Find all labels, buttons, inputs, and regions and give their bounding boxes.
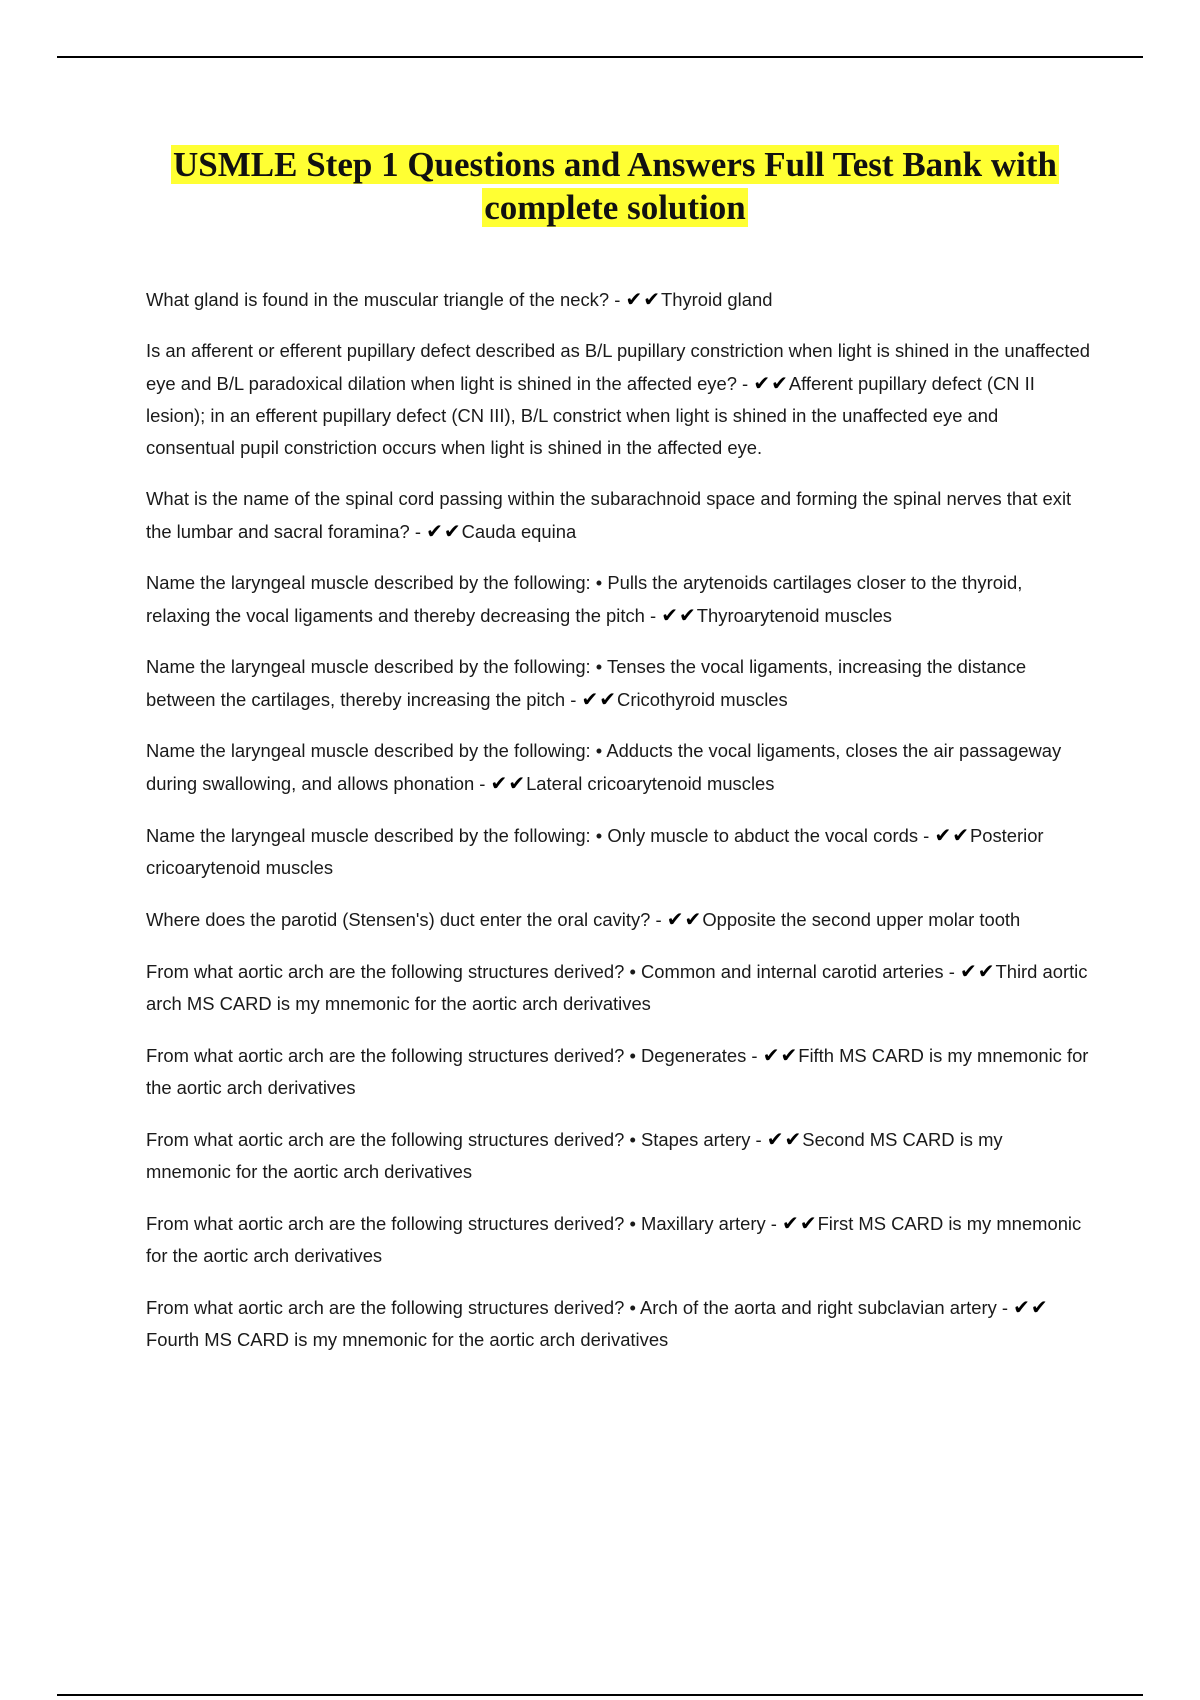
qa-answer: First MS CARD is my mnemonic for the aortic arch derivatives	[146, 1213, 1082, 1266]
check-icon: ✔	[508, 771, 526, 795]
page-title	[140, 143, 1090, 229]
check-marks	[491, 773, 527, 794]
page-title-highlight: USMLE Step 1 Questions and Answers Full Test Bank with complete solution	[173, 145, 1057, 227]
check-icon: ✔	[661, 603, 679, 627]
qa-question: From what aortic arch are the following structures derived? • Arch of the aorta and right subclavian artery -	[146, 1297, 1009, 1318]
check-marks	[582, 689, 618, 710]
qa-question: What gland is found in the muscular triangle of the neck? -	[146, 289, 621, 310]
check-icon: ✔	[643, 287, 660, 311]
qa-question: Is an afferent or efferent pupillary defect described as B/L pupillary constriction when light is shined in the unaffected eye and B/L paradoxical dilation when light is shined in the affected eye? -	[146, 340, 1090, 394]
check-icon: ✔	[599, 687, 617, 711]
check-icon: ✔	[784, 1127, 802, 1151]
qa-question: From what aortic arch are the following structures derived? • Maxillary artery -	[146, 1213, 777, 1234]
qa-item	[146, 1207, 1090, 1272]
check-icon: ✔	[762, 1043, 780, 1067]
qa-item	[146, 1039, 1090, 1104]
qa-answer: Opposite the second upper molar tooth	[702, 909, 1021, 930]
check-marks	[667, 909, 703, 930]
check-marks	[426, 521, 462, 542]
qa-question: Name the laryngeal muscle described by the following: • Tenses the vocal ligaments, increasing the distance between the cartilages, thereby increasing the pitch -	[146, 656, 1027, 710]
check-marks	[934, 825, 970, 846]
check-icon: ✔	[780, 1043, 798, 1067]
qa-question: Name the laryngeal muscle described by the following: • Pulls the arytenoids cartilages closer to the thyroid, relaxing the vocal ligaments and thereby decreasing the pitch -	[146, 572, 1023, 626]
qa-item	[146, 651, 1090, 716]
title-block	[140, 143, 1090, 229]
check-icon: ✔	[490, 771, 508, 795]
check-icon: ✔	[952, 823, 969, 847]
qa-answer: Fifth MS CARD is my mnemonic for the aortic arch derivatives	[146, 1045, 1089, 1098]
qa-answer: Third aortic arch MS CARD is my mnemonic for the aortic arch derivatives	[146, 961, 1088, 1014]
check-icon: ✔	[684, 907, 702, 931]
check-icon: ✔	[625, 287, 643, 311]
qa-answer: Fourth MS CARD is my mnemonic for the aortic arch derivatives	[146, 1329, 669, 1350]
qa-answer: Posterior cricoarytenoid muscles	[146, 825, 1044, 878]
check-icon: ✔	[581, 687, 599, 711]
qa-item	[146, 335, 1090, 464]
check-marks	[767, 1129, 803, 1150]
check-icon: ✔	[426, 519, 443, 543]
check-marks	[661, 605, 697, 626]
check-marks	[625, 289, 661, 310]
qa-question: Name the laryngeal muscle described by the following: • Only muscle to abduct the vocal cords -	[146, 825, 930, 846]
check-icon: ✔	[977, 959, 995, 983]
top-rule	[57, 56, 1143, 58]
check-icon: ✔	[1013, 1295, 1030, 1319]
check-icon: ✔	[766, 1127, 784, 1151]
check-marks	[763, 1045, 799, 1066]
qa-item	[146, 1291, 1090, 1356]
check-marks	[782, 1213, 818, 1234]
qa-answer: Thyroarytenoid muscles	[696, 605, 893, 626]
qa-question: What is the name of the spinal cord passing within the subarachnoid space and forming the spinal nerves that exit the lumbar and sacral foramina? -	[146, 488, 1072, 542]
check-marks	[753, 373, 789, 394]
check-icon: ✔	[959, 959, 977, 983]
check-marks	[960, 961, 996, 982]
check-icon: ✔	[666, 907, 684, 931]
qa-question: Where does the parotid (Stensen's) duct enter the oral cavity? -	[146, 909, 662, 930]
qa-item	[146, 955, 1090, 1020]
qa-question: Name the laryngeal muscle described by the following: • Adducts the vocal ligaments, closes the air passageway during swallowing, and allows phonation -	[146, 740, 1062, 794]
qa-item	[146, 903, 1090, 936]
qa-item	[146, 283, 1090, 316]
check-icon: ✔	[771, 371, 788, 395]
qa-answer: Second MS CARD is my mnemonic for the aortic arch derivatives	[146, 1129, 1003, 1182]
qa-answer: Afferent pupillary defect (CN II lesion); in an efferent pupillary defect (CN III), B/L constrict when light is shined in the unaffected eye and consentual pupil constriction occurs when light is shined in the affected eye.	[146, 373, 1035, 458]
check-icon: ✔	[753, 371, 771, 395]
qa-answer: Thyroid gland	[661, 289, 773, 310]
qa-question: From what aortic arch are the following structures derived? • Stapes artery -	[146, 1129, 762, 1150]
qa-question: From what aortic arch are the following structures derived? • Degenerates -	[146, 1045, 758, 1066]
qa-item	[146, 567, 1090, 632]
bottom-rule	[57, 1694, 1143, 1696]
qa-list	[146, 283, 1090, 1375]
check-icon: ✔	[782, 1211, 799, 1235]
qa-item	[146, 1123, 1090, 1188]
check-marks	[1013, 1297, 1049, 1318]
qa-question: From what aortic arch are the following structures derived? • Common and internal carotid arteries -	[146, 961, 955, 982]
check-icon: ✔	[1030, 1295, 1048, 1319]
qa-answer: Cauda equina	[461, 521, 577, 542]
qa-answer: Lateral cricoarytenoid muscles	[526, 773, 775, 794]
qa-item	[146, 819, 1090, 884]
qa-item	[146, 735, 1090, 800]
check-icon: ✔	[799, 1211, 817, 1235]
qa-answer: Cricothyroid muscles	[617, 689, 788, 710]
qa-item	[146, 483, 1090, 548]
check-icon: ✔	[679, 603, 696, 627]
check-icon: ✔	[443, 519, 461, 543]
check-icon: ✔	[934, 823, 952, 847]
